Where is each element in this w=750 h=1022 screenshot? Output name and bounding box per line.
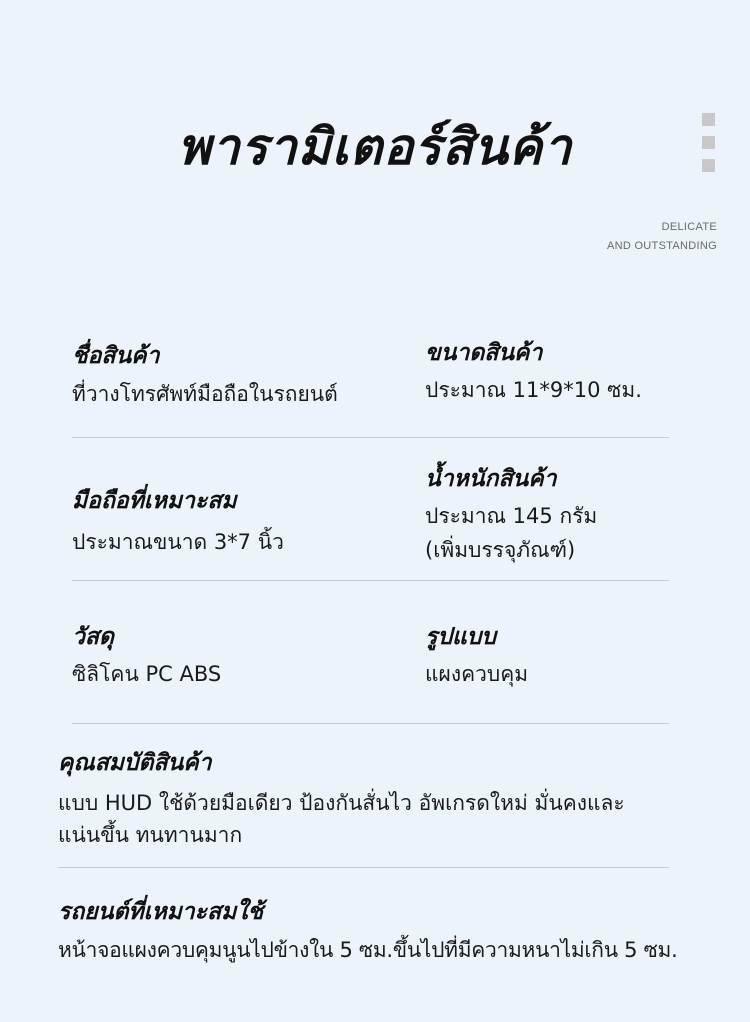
- divider: [72, 580, 669, 581]
- features-label: คุณสมบัติสินค้า: [58, 750, 212, 776]
- style-value: แผงควบคุม: [425, 662, 529, 686]
- material-label: วัสดุ: [72, 624, 114, 650]
- style-label: รูปแบบ: [425, 624, 496, 650]
- suitable-phone-value: ประมาณขนาด 3*7 นิ้ว: [72, 530, 284, 554]
- divider: [72, 723, 669, 724]
- suitable-car-value: หน้าจอแผงควบคุมนูนไปข้างใน 5 ซม.ขึ้นไปที่มีความหนาไม่เกิน 5 ซม.: [58, 938, 678, 962]
- divider: [72, 437, 669, 438]
- product-name-value: ที่วางโทรศัพท์มือถือในรถยนต์: [72, 382, 338, 406]
- decorative-square: [702, 159, 715, 172]
- material-value: ซิลิโคน PC ABS: [72, 662, 222, 686]
- decorative-square: [702, 113, 715, 126]
- tagline-line-2: AND OUTSTANDING: [606, 240, 717, 252]
- decorative-squares: [702, 113, 715, 182]
- product-weight-value-line-1: ประมาณ 145 กรัม: [425, 504, 598, 528]
- decorative-square: [702, 136, 715, 149]
- product-weight-label: น้ำหนักสินค้า: [425, 466, 557, 492]
- divider: [58, 867, 669, 868]
- tagline: [607, 218, 717, 256]
- suitable-car-label: รถยนต์ที่เหมาะสมใช้: [58, 899, 264, 925]
- page-title: พารามิเตอร์สินค้า: [177, 118, 573, 176]
- product-weight-value-line-2: (เพิ่มบรรจุภัณฑ์): [425, 538, 576, 562]
- features-value-line-2: แน่นขึ้น ทนทานมาก: [58, 823, 243, 847]
- features-value-line-1: แบบ HUD ใช้ด้วยมือเดียว ป้องกันสั่นไว อัพเกรดใหม่ มั่นคงและ: [58, 791, 625, 815]
- product-size-label: ขนาดสินค้า: [425, 340, 543, 366]
- product-size-value: ประมาณ 11*9*10 ซม.: [425, 378, 642, 402]
- product-name-label: ชื่อสินค้า: [72, 343, 160, 369]
- tagline-line-1: DELICATE: [661, 221, 717, 233]
- suitable-phone-label: มือถือที่เหมาะสม: [72, 488, 237, 514]
